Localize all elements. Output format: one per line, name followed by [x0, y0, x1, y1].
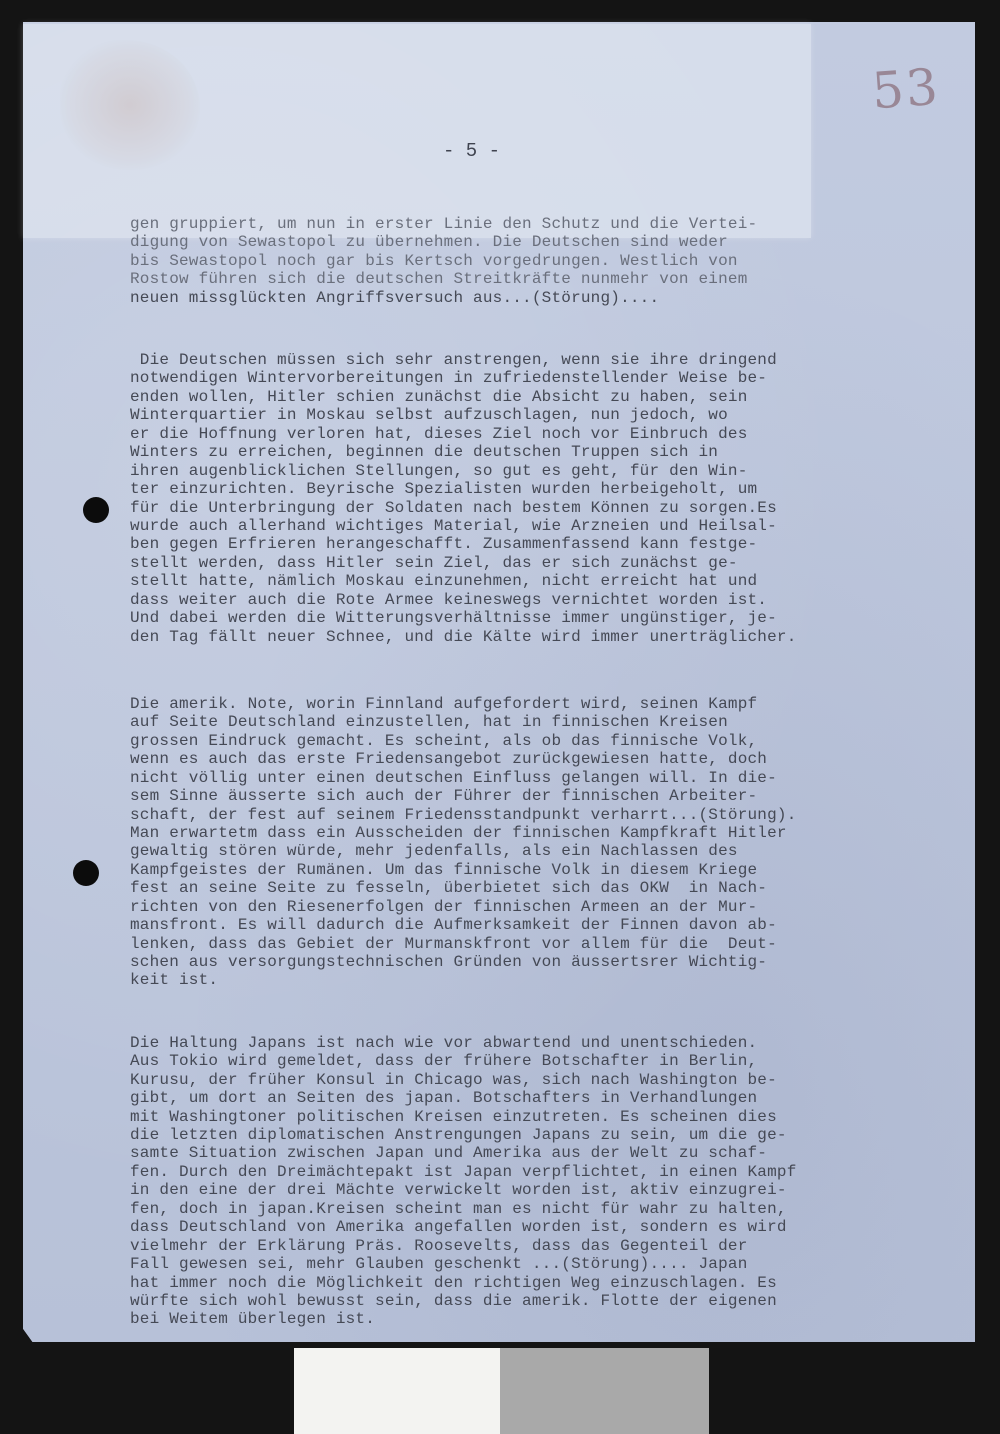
- text-line: nicht völlig unter einen deutschen Einfluss gelangen will. In die-: [130, 768, 777, 787]
- text-line: ter einzurichten. Beyrische Spezialisten wurden herbeigeholt, um: [130, 480, 758, 499]
- text-line: ben gegen Erfrieren herangeschafft. Zusammenfassend kann festge-: [130, 535, 758, 554]
- text-line: Kampfgeistes der Rumänen. Um das finnische Volk in diesem Kriege: [130, 860, 758, 879]
- text-line: Und dabei werden die Witterungsverhältnisse immer ungünstiger, je-: [130, 609, 777, 628]
- text-line: für die Unterbringung der Soldaten nach bestem Können zu sorgen.Es: [130, 498, 777, 517]
- text-line: dass Deutschland von Amerika angefallen worden ist, sondern es wird: [130, 1218, 787, 1237]
- text-line: Die amerik. Note, worin Finnland aufgefordert wird, seinen Kampf: [130, 694, 758, 713]
- text-line: keit ist.: [130, 971, 219, 990]
- paragraph-2: [130, 351, 930, 646]
- text-line: Rostow führen sich die deutschen Streitkräfte nunmehr von einem: [130, 270, 748, 289]
- punch-hole-bottom: [73, 860, 99, 886]
- text-line: hat immer noch die Möglichkeit den richtigen Weg einzuschlagen. Es: [130, 1273, 777, 1292]
- text-line: grossen Eindruck gemacht. Es scheint, als ob das finnische Volk,: [130, 731, 758, 750]
- text-line: gen gruppiert, um nun in erster Linie den Schutz und die Vertei-: [130, 214, 758, 233]
- text-line: würfte sich wohl bewusst sein, dass die amerik. Flotte der eigenen: [130, 1291, 777, 1310]
- text-line: bei Weitem überlegen ist.: [130, 1310, 376, 1329]
- text-line: den Tag fällt neuer Schnee, und die Kälte wird immer unerträglicher.: [130, 627, 797, 646]
- text-line: Fall gewesen sei, mehr Glauben geschenkt ...(Störung).... Japan: [130, 1255, 748, 1274]
- text-line: Die Haltung Japans ist nach wie vor abwartend und unentschieden.: [130, 1033, 758, 1052]
- paragraph-1: [130, 215, 930, 307]
- text-line: vielmehr der Erklärung Präs. Roosevelts, dass das Gegenteil der: [130, 1236, 748, 1255]
- text-line: fen, doch in japan.Kreisen scheint man es nicht für wahr zu halten,: [130, 1199, 787, 1218]
- text-line: schaft, der fest auf seinem Friedensstandpunkt verharrt...(Störung).: [130, 805, 797, 824]
- text-line: Die Deutschen müssen sich sehr anstrengen, wenn sie ihre dringend: [130, 351, 777, 369]
- text-line: bis Sewastopol noch gar bis Kertsch vorgedrungen. Westlich von: [130, 251, 738, 270]
- text-line: er die Hoffnung verloren hat, dieses Ziel noch vor Einbruch des: [130, 424, 748, 443]
- document-body: [130, 178, 930, 1366]
- text-line: mit Washingtoner politischen Kreisen einzutreten. Es scheinen dies: [130, 1107, 777, 1126]
- text-line: Winters zu erreichen, beginnen die deutschen Truppen sich in: [130, 443, 719, 462]
- text-line: auf Seite Deutschland einzustellen, hat in finnischen Kreisen: [130, 713, 728, 732]
- text-line: gibt, um dort an Seiten des japan. Botschafters in Verhandlungen: [130, 1089, 758, 1108]
- text-line: schen aus versorgungstechnischen Gründen von äussertsrer Wichtig-: [130, 953, 768, 972]
- text-line: Man erwartetm dass ein Ausscheiden der finnischen Kampfkraft Hitler: [130, 823, 787, 842]
- paragraph-4: [130, 1034, 930, 1329]
- text-line: mansfront. Es will dadurch die Aufmerksamkeit der Finnen davon ab-: [130, 916, 777, 935]
- text-line: enden wollen, Hitler schien zunächst die Absicht zu haben, sein: [130, 387, 748, 406]
- text-line: wenn es auch das erste Friedensangebot zurückgewiesen hatte, doch: [130, 750, 768, 769]
- calibration-gray-card: [500, 1348, 709, 1434]
- text-line: notwendigen Wintervorbereitungen in zufriedenstellender Weise be-: [130, 369, 768, 388]
- text-line: richten von den Riesenerfolgen der finnischen Armeen an der Mur-: [130, 897, 758, 916]
- text-line: digung von Sewastopol zu übernehmen. Die Deutschen sind weder: [130, 233, 728, 252]
- text-line: die letzten diplomatischen Anstrengungen Japans zu sein, um die ge-: [130, 1126, 787, 1144]
- text-line: fest an seine Seite zu fesseln, überbietet sich das OKW in Nach-: [130, 879, 768, 898]
- paragraph-3: [130, 695, 930, 990]
- text-line: stellt werden, dass Hitler sein Ziel, das er sich zunächst ge-: [130, 553, 738, 572]
- text-line: neuen missglückten Angriffsversuch aus...(Störung)....: [130, 288, 660, 307]
- text-line: Aus Tokio wird gemeldet, dass der frühere Botschafter in Berlin,: [130, 1052, 758, 1071]
- text-line: gewaltig stören würde, mehr jedenfalls, als ein Nachlassen des: [130, 842, 738, 861]
- text-line: Winterquartier in Moskau selbst aufzuschlagen, nun jedoch, wo: [130, 406, 728, 425]
- text-line: lenken, dass das Gebiet der Murmanskfront vor allem für die Deut-: [130, 934, 777, 953]
- page-number: - 5 -: [443, 140, 501, 162]
- text-line: wurde auch allerhand wichtiges Material, wie Arzneien und Heilsal-: [130, 516, 777, 535]
- text-line: sem Sinne äusserte sich auch der Führer der finnischen Arbeiter-: [130, 787, 758, 806]
- text-line: ihren augenblicklichen Stellungen, so gut es geht, für den Win-: [130, 461, 748, 480]
- text-line: fen. Durch den Dreimächtepakt ist Japan verpflichtet, in einen Kampf: [130, 1162, 797, 1181]
- calibration-white-card: [294, 1348, 500, 1434]
- text-line: samte Situation zwischen Japan und Amerika aus der Welt zu schaf-: [130, 1144, 768, 1163]
- folio-number: 53: [870, 57, 942, 121]
- text-line: dass weiter auch die Rote Armee keineswegs vernichtet worden ist.: [130, 590, 768, 609]
- text-line: Kurusu, der früher Konsul in Chicago was, sich nach Washington be-: [130, 1070, 777, 1089]
- punch-hole-top: [83, 497, 109, 523]
- text-line: stellt hatte, nämlich Moskau einzunehmen, nicht erreicht hat und: [130, 572, 758, 591]
- text-line: in den eine der drei Mächte verwickelt worden ist, aktiv einzugrei-: [130, 1181, 787, 1200]
